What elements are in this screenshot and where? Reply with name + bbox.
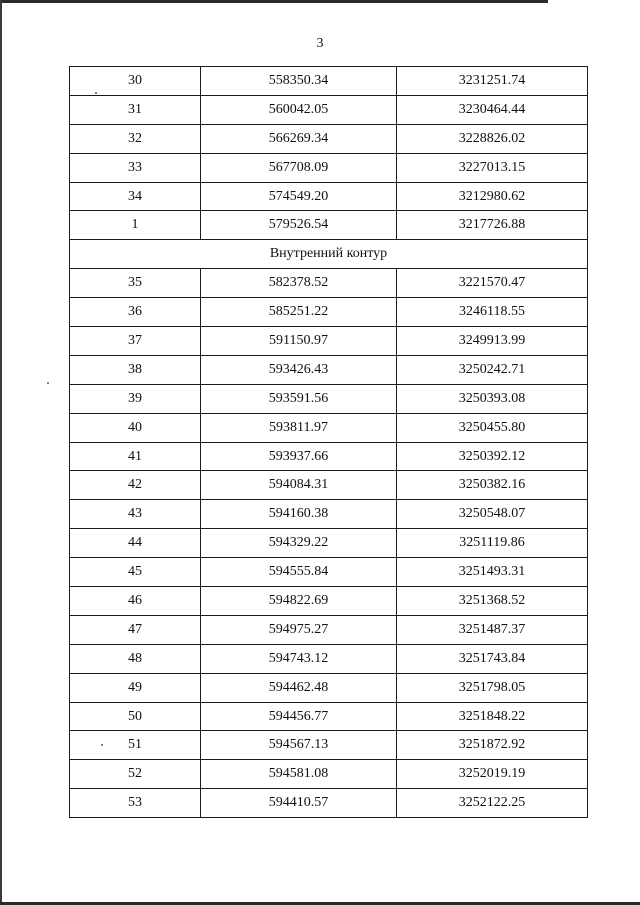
point-number-cell: 46	[70, 587, 201, 616]
y-coordinate-cell: 3251487.37	[397, 615, 588, 644]
x-coordinate-cell: 594822.69	[201, 587, 397, 616]
table-row	[70, 269, 588, 298]
section-title: Внутренний контур	[70, 240, 588, 269]
table-row	[70, 587, 588, 616]
point-number-cell: 31	[70, 95, 201, 124]
point-number-cell: 44	[70, 529, 201, 558]
y-coordinate-cell: 3250455.80	[397, 413, 588, 442]
x-coordinate-cell: 594975.27	[201, 615, 397, 644]
x-coordinate-cell: 579526.54	[201, 211, 397, 240]
y-coordinate-cell: 3250392.12	[397, 442, 588, 471]
point-number-cell: 42	[70, 471, 201, 500]
x-coordinate-cell: 560042.05	[201, 95, 397, 124]
table-row	[70, 760, 588, 789]
point-number-cell: 36	[70, 298, 201, 327]
y-coordinate-cell: 3228826.02	[397, 124, 588, 153]
point-number-cell: 49	[70, 673, 201, 702]
table-row	[70, 182, 588, 211]
table-row	[70, 153, 588, 182]
table-row	[70, 558, 588, 587]
x-coordinate-cell: 594555.84	[201, 558, 397, 587]
point-number-cell: 52	[70, 760, 201, 789]
y-coordinate-cell: 3251743.84	[397, 644, 588, 673]
x-coordinate-cell: 593426.43	[201, 355, 397, 384]
coordinates-table-body	[70, 67, 588, 818]
y-coordinate-cell: 3217726.88	[397, 211, 588, 240]
point-number-cell: 51	[70, 731, 201, 760]
table-row	[70, 702, 588, 731]
point-number-cell: 32	[70, 124, 201, 153]
table-row	[70, 384, 588, 413]
table-row	[70, 413, 588, 442]
table-row	[70, 529, 588, 558]
x-coordinate-cell: 594456.77	[201, 702, 397, 731]
table-row	[70, 500, 588, 529]
x-coordinate-cell: 594581.08	[201, 760, 397, 789]
table-row	[70, 95, 588, 124]
y-coordinate-cell: 3227013.15	[397, 153, 588, 182]
point-number-cell: 40	[70, 413, 201, 442]
y-coordinate-cell: 3251119.86	[397, 529, 588, 558]
x-coordinate-cell: 558350.34	[201, 67, 397, 96]
y-coordinate-cell: 3250382.16	[397, 471, 588, 500]
table-row	[70, 789, 588, 818]
x-coordinate-cell: 594084.31	[201, 471, 397, 500]
x-coordinate-cell: 574549.20	[201, 182, 397, 211]
y-coordinate-cell: 3251493.31	[397, 558, 588, 587]
x-coordinate-cell: 582378.52	[201, 269, 397, 298]
x-coordinate-cell: 566269.34	[201, 124, 397, 153]
table-row	[70, 327, 588, 356]
point-number-cell: 33	[70, 153, 201, 182]
x-coordinate-cell: 594462.48	[201, 673, 397, 702]
point-number-cell: 43	[70, 500, 201, 529]
scan-left-edge	[0, 0, 2, 905]
x-coordinate-cell: 593811.97	[201, 413, 397, 442]
table-row	[70, 124, 588, 153]
table-row	[70, 471, 588, 500]
page-number: 3	[316, 36, 324, 51]
point-number-cell: 35	[70, 269, 201, 298]
y-coordinate-cell: 3250242.71	[397, 355, 588, 384]
table-row	[70, 211, 588, 240]
x-coordinate-cell: 594410.57	[201, 789, 397, 818]
scan-top-edge	[0, 0, 548, 3]
scan-speck	[47, 382, 49, 384]
y-coordinate-cell: 3251872.92	[397, 731, 588, 760]
table-row	[70, 731, 588, 760]
table-row	[70, 673, 588, 702]
x-coordinate-cell: 591150.97	[201, 327, 397, 356]
coordinates-table	[69, 66, 588, 818]
table-row	[70, 644, 588, 673]
point-number-cell: 39	[70, 384, 201, 413]
point-number-cell: 48	[70, 644, 201, 673]
point-number-cell: 38	[70, 355, 201, 384]
x-coordinate-cell: 594567.13	[201, 731, 397, 760]
point-number-cell: 41	[70, 442, 201, 471]
y-coordinate-cell: 3251848.22	[397, 702, 588, 731]
y-coordinate-cell: 3252122.25	[397, 789, 588, 818]
y-coordinate-cell: 3251798.05	[397, 673, 588, 702]
table-row	[70, 615, 588, 644]
point-number-cell: 45	[70, 558, 201, 587]
y-coordinate-cell: 3231251.74	[397, 67, 588, 96]
table-row	[70, 67, 588, 96]
table-row	[70, 298, 588, 327]
table-row	[70, 442, 588, 471]
table-row	[70, 355, 588, 384]
y-coordinate-cell: 3246118.55	[397, 298, 588, 327]
y-coordinate-cell: 3252019.19	[397, 760, 588, 789]
x-coordinate-cell: 594160.38	[201, 500, 397, 529]
x-coordinate-cell: 593937.66	[201, 442, 397, 471]
y-coordinate-cell: 3221570.47	[397, 269, 588, 298]
y-coordinate-cell: 3250393.08	[397, 384, 588, 413]
point-number-cell: 30	[70, 67, 201, 96]
y-coordinate-cell: 3251368.52	[397, 587, 588, 616]
x-coordinate-cell: 594743.12	[201, 644, 397, 673]
x-coordinate-cell: 593591.56	[201, 384, 397, 413]
x-coordinate-cell: 567708.09	[201, 153, 397, 182]
point-number-cell: 37	[70, 327, 201, 356]
point-number-cell: 1	[70, 211, 201, 240]
point-number-cell: 53	[70, 789, 201, 818]
point-number-cell: 50	[70, 702, 201, 731]
x-coordinate-cell: 594329.22	[201, 529, 397, 558]
y-coordinate-cell: 3250548.07	[397, 500, 588, 529]
point-number-cell: 47	[70, 615, 201, 644]
y-coordinate-cell: 3249913.99	[397, 327, 588, 356]
x-coordinate-cell: 585251.22	[201, 298, 397, 327]
point-number-cell: 34	[70, 182, 201, 211]
y-coordinate-cell: 3212980.62	[397, 182, 588, 211]
section-header-row	[70, 240, 588, 269]
y-coordinate-cell: 3230464.44	[397, 95, 588, 124]
